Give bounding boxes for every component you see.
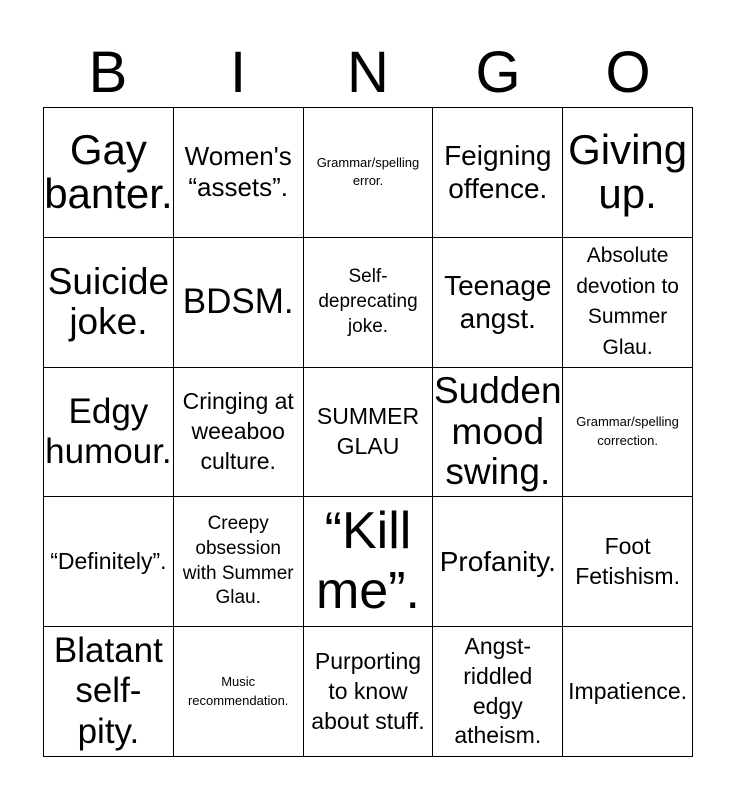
bingo-cell[interactable]: Grammar/spelling correction.: [563, 368, 693, 498]
bingo-cell[interactable]: Feigning offence.: [433, 108, 563, 238]
bingo-cell[interactable]: Music recommendation.: [174, 627, 304, 757]
bingo-cell[interactable]: Self-deprecating joke.: [304, 238, 434, 368]
bingo-board: [43, 107, 693, 757]
bingo-cell[interactable]: SUMMER GLAU: [304, 368, 434, 498]
header-letter-i: I: [229, 40, 247, 105]
bingo-cell[interactable]: Profanity.: [433, 497, 563, 627]
bingo-cell[interactable]: Angst-riddled edgy atheism.: [433, 627, 563, 757]
bingo-cell[interactable]: Giving up.: [563, 108, 693, 238]
header-letter-o: O: [605, 40, 651, 105]
bingo-header: [43, 38, 693, 108]
bingo-cell[interactable]: Absolute devotion to Summer Glau.: [563, 238, 693, 368]
bingo-cell[interactable]: Purporting to know about stuff.: [304, 627, 434, 757]
bingo-cell[interactable]: Cringing at weeaboo culture.: [174, 368, 304, 498]
bingo-cell[interactable]: Grammar/spelling error.: [304, 108, 434, 238]
bingo-cell[interactable]: “Definitely”.: [44, 497, 174, 627]
bingo-cell[interactable]: “Kill me”.: [304, 497, 434, 627]
bingo-cell[interactable]: Impatience.: [563, 627, 693, 757]
bingo-cell[interactable]: Foot Fetishism.: [563, 497, 693, 627]
bingo-cell[interactable]: Teenage angst.: [433, 238, 563, 368]
bingo-cell[interactable]: Edgy humour.: [44, 368, 174, 498]
header-letter-g: G: [475, 40, 521, 105]
bingo-cell[interactable]: Gay banter.: [44, 108, 174, 238]
bingo-cell[interactable]: Sudden mood swing.: [433, 368, 563, 498]
bingo-cell[interactable]: Blatant self-pity.: [44, 627, 174, 757]
header-letter-b: B: [88, 40, 128, 105]
bingo-cell[interactable]: Creepy obsession with Summer Glau.: [174, 497, 304, 627]
bingo-cell[interactable]: Women's “assets”.: [174, 108, 304, 238]
bingo-cell[interactable]: BDSM.: [174, 238, 304, 368]
bingo-cell[interactable]: Suicide joke.: [44, 238, 174, 368]
header-letter-n: N: [347, 40, 389, 105]
